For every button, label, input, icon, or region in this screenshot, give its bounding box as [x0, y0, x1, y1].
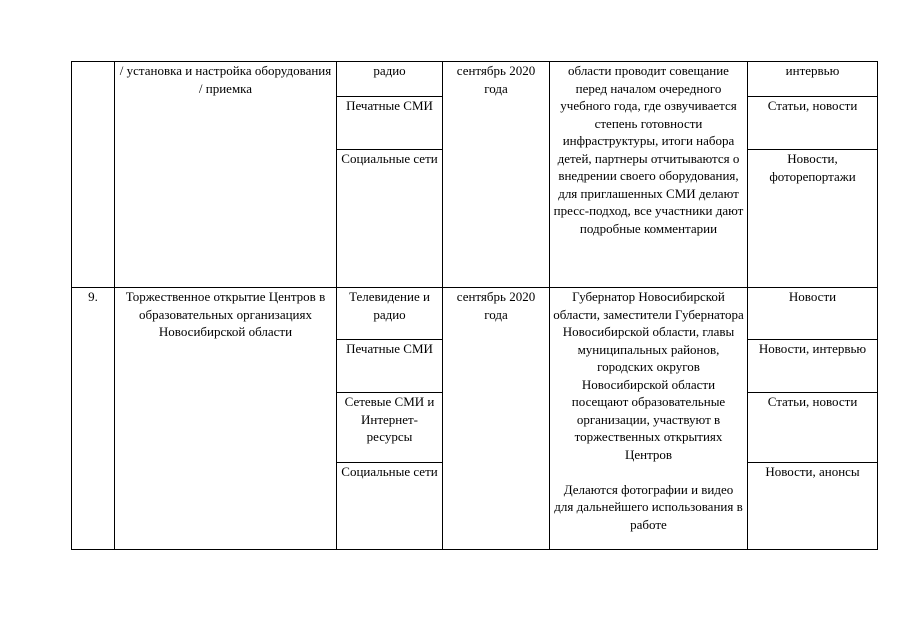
format-cell: Новости, интервью [748, 340, 878, 393]
event-cell: / установка и настройка оборудования / приемка [115, 62, 337, 288]
media-channel: Социальные сети [337, 463, 443, 550]
row-number: 9. [72, 288, 115, 550]
media-channel: Сетевые СМИ и Интернет-ресурсы [337, 393, 443, 463]
event-cell: Торжественное открытие Центров в образовательных организациях Новосибирской области [115, 288, 337, 550]
media-channel: Социальные сети [337, 150, 443, 288]
media-channel: Телевидение и радио [337, 288, 443, 340]
media-channel: Печатные СМИ [337, 97, 443, 150]
media-channel: радио [337, 62, 443, 97]
row-number [72, 62, 115, 288]
date-cell: сентябрь 2020 года [443, 288, 550, 550]
description-cell: области проводит совещание перед началом очередного учебного года, где озвучивается степень готовности инфраструктуры, итоги набора детей, партнеры отчитываются о внедрении своего оборудования, для приглашенных СМИ делают пресс-подход, все участники дают подробные комментарии [550, 62, 748, 288]
format-cell: Новости, анонсы [748, 463, 878, 550]
format-cell: интервью [748, 62, 878, 97]
format-cell: Статьи, новости [748, 97, 878, 150]
format-cell: Новости, фоторепортажи [748, 150, 878, 288]
format-cell: Новости [748, 288, 878, 340]
format-cell: Статьи, новости [748, 393, 878, 463]
description-cell: Губернатор Новосибирской области, заместители Губернатора Новосибирской области, главы муниципальных районов, городских округов Новосибирской области посещают образовательные организации, участвуют в торжественных открытиях Центров Делаются фотографии и видео для дальнейшего использования в работе [550, 288, 748, 550]
media-channel: Печатные СМИ [337, 340, 443, 393]
table-row [72, 62, 878, 97]
table-row [72, 288, 878, 340]
date-cell: сентябрь 2020 года [443, 62, 550, 288]
media-plan-table [71, 61, 878, 550]
